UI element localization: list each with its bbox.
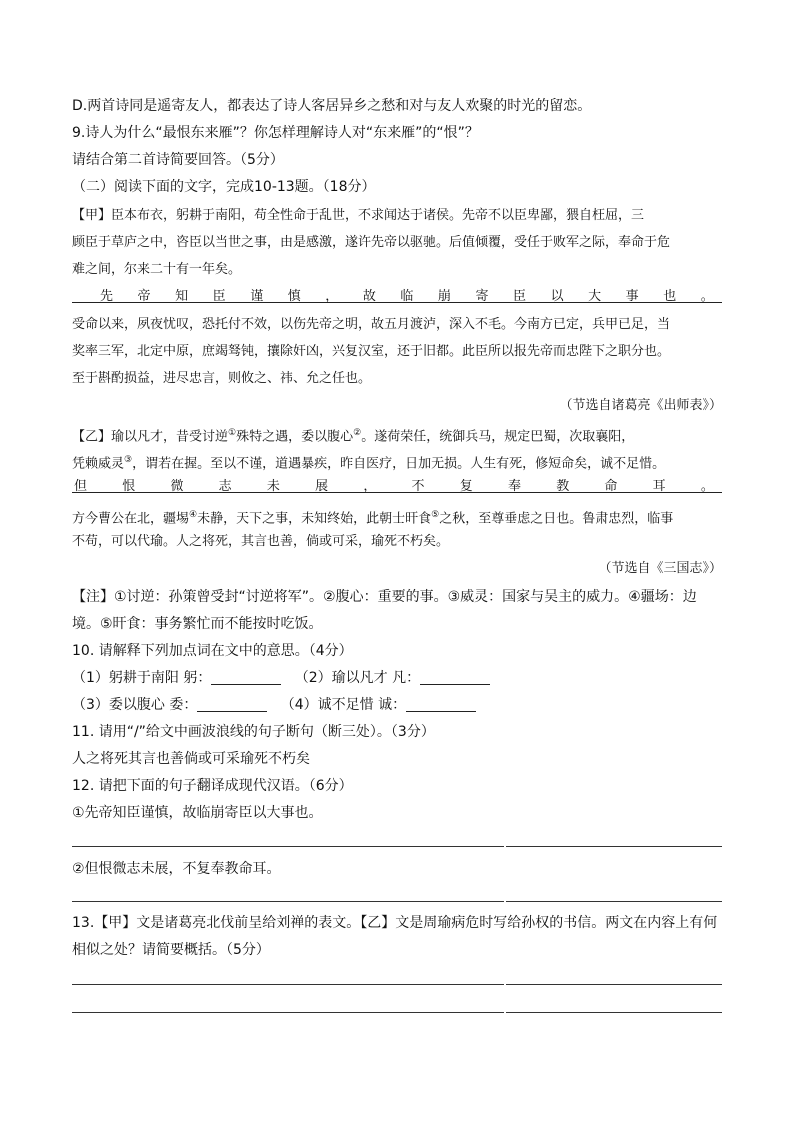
wavy-char: 慎 [287,289,301,304]
wavy-char: 臣 [212,289,226,304]
q13-answer-line-2a[interactable] [72,1012,504,1013]
wavy-char: ， [325,289,339,304]
q12-item-2: ②但恨微志未展，不复奉教命耳。 [72,861,281,877]
q13-answer-line-1b[interactable] [506,984,722,985]
wavy-char: 故 [362,289,376,304]
note-line-1: 【注】①讨逆：孙策曾受封“讨逆将军”。②腹心：重要的事。③威灵：国家与吴主的威力。④疆场：边 [72,589,697,605]
q9-line-2: 请结合第二首诗简要回答。（5分） [72,152,284,168]
wavy-char: 寄 [475,289,489,304]
jia-line-5: 受命以来，夙夜忧叹，恐托付不效，以伤先帝之明，故五月渡泸，深入不毛。今南方已定，兵甲已足，当 [72,317,671,332]
jia-source: （节选自诸葛亮《出师表》） [559,398,722,413]
wavy-char: 帝 [137,289,151,304]
q13-answer-line-1a[interactable] [72,984,504,985]
yi-wavy-underline [72,492,722,493]
q12-1-answer-line-a[interactable] [72,846,504,847]
jia-line-3: 难之间，尔来二十有一年矣。 [72,262,242,277]
wavy-char: 复 [459,479,473,494]
wavy-char: 耳 [652,479,666,494]
q10-3-answer-blank[interactable] [197,697,267,712]
q13-line-1: 13.【甲】文是诸葛亮北伐前呈给刘禅的表文。【乙】文是周瑜病危时写给孙权的书信。两文在内容上有何 [72,915,718,931]
wavy-char: 命 [604,479,618,494]
note-line-2: 境。⑤旰食：事务繁忙而不能按时吃饭。 [72,616,323,632]
jia-wavy-underline [72,302,722,303]
q12-heading: 12. 请把下面的句子翻译成现代汉语。（6分） [72,778,353,794]
wavy-char: 以 [550,289,564,304]
q10-heading: 10. 请解释下列加点词在文中的意思。（4分） [72,643,353,659]
wavy-char: 知 [175,289,189,304]
wavy-char: 谨 [250,289,264,304]
wavy-char: 。 [700,289,714,304]
yi-wavy-sentence [74,477,714,497]
wavy-char: 臣 [513,289,527,304]
wavy-char: 。 [700,479,714,494]
wavy-char: 大 [588,289,602,304]
wavy-char: 不 [411,479,425,494]
yi-line-2: 凭赖威灵③，谓若在握。至以不谨，道遇暴疾，昨自医疗，日加无损。人生有死，修短命矣，诚不足惜。 [72,455,666,472]
q12-2-answer-line-a[interactable] [72,901,504,902]
q9-line-1: 9.诗人为什么“最恨东来雁”？你怎样理解诗人对“东来雁”的“恨”？ [72,125,479,141]
wavy-char: 崩 [437,289,451,304]
q13-line-2: 相似之处？请简要概括。（5分） [72,942,270,958]
wavy-char: ， [363,479,377,494]
q11-heading: 11. 请用“/”给文中画波浪线的句子断句（断三处）。（3分） [72,724,435,740]
wavy-char: 展 [315,479,329,494]
yi-line-4: 方今曹公在北，疆埸④未静，天下之事，未知终始，此朝士旰食⑤之秋，至尊垂虑之日也。鲁肃忠烈，临事 [72,510,674,527]
wavy-char: 事 [625,289,639,304]
q10-1-answer-blank[interactable] [211,670,281,685]
jia-line-2: 顾臣于草庐之中，咨臣以当世之事，由是感激，遂许先帝以驱驰。后值倾覆，受任于败军之际，奉命于危 [72,235,671,250]
jia-line-7: 至于斟酌损益，进尽忠言，则攸之、祎、允之任也。 [72,371,372,386]
yi-line-1: 【乙】瑜以凡才，昔受讨逆①殊特之遇，委以腹心②。遂荷荣任，统御兵马，规定巴蜀，次取襄阳， [72,428,635,445]
section-2-heading: （二）阅读下面的文字，完成10-13题。（18分） [72,179,376,195]
yi-source: （节选自《三国志》） [598,561,722,576]
q10-row-2: （3）委以腹心 委： （4）诚不足惜 诚： [72,695,722,715]
q12-2-answer-line-b[interactable] [506,901,722,902]
wavy-char: 微 [170,479,184,494]
wavy-char: 奉 [507,479,521,494]
wavy-char: 恨 [122,479,136,494]
q10-row-1: （1）躬耕于南阳 躬： （2）瑜以凡才 凡： [72,668,722,688]
wavy-char: 临 [400,289,414,304]
jia-line-1: 【甲】臣本布衣，躬耕于南阳，苟全性命于乱世，不求闻达于诸侯。先帝不以臣卑鄙，猥自枉屈，三 [72,208,645,223]
wavy-char: 也 [663,289,677,304]
wavy-char: 未 [266,479,280,494]
wavy-char: 教 [556,479,570,494]
q12-item-1: ①先帝知臣谨慎，故临崩寄臣以大事也。 [72,805,323,821]
q12-1-answer-line-b[interactable] [506,846,722,847]
q10-2-answer-blank[interactable] [420,670,490,685]
jia-wavy-sentence [100,287,714,307]
q8-option-d: D.两首诗同是遥寄友人，都表达了诗人客居异乡之愁和对与友人欢聚的时光的留恋。 [72,98,592,114]
q10-4-answer-blank[interactable] [406,697,476,712]
wavy-char: 先 [100,289,114,304]
q13-answer-line-2b[interactable] [506,1012,722,1013]
wavy-char: 志 [218,479,232,494]
q11-sentence: 人之将死其言也善倘或可采瑜死不朽矣 [72,751,310,767]
jia-line-6: 奖率三军，北定中原，庶竭驽钝，攘除奸凶，兴复汉室，还于旧都。此臣所以报先帝而忠陛下之职分也。 [72,344,671,359]
wavy-char: 但 [74,479,88,494]
yi-line-5: 不苟，可以代瑜。人之将死，其言也善，倘或可采，瑜死不朽矣。 [72,534,450,549]
